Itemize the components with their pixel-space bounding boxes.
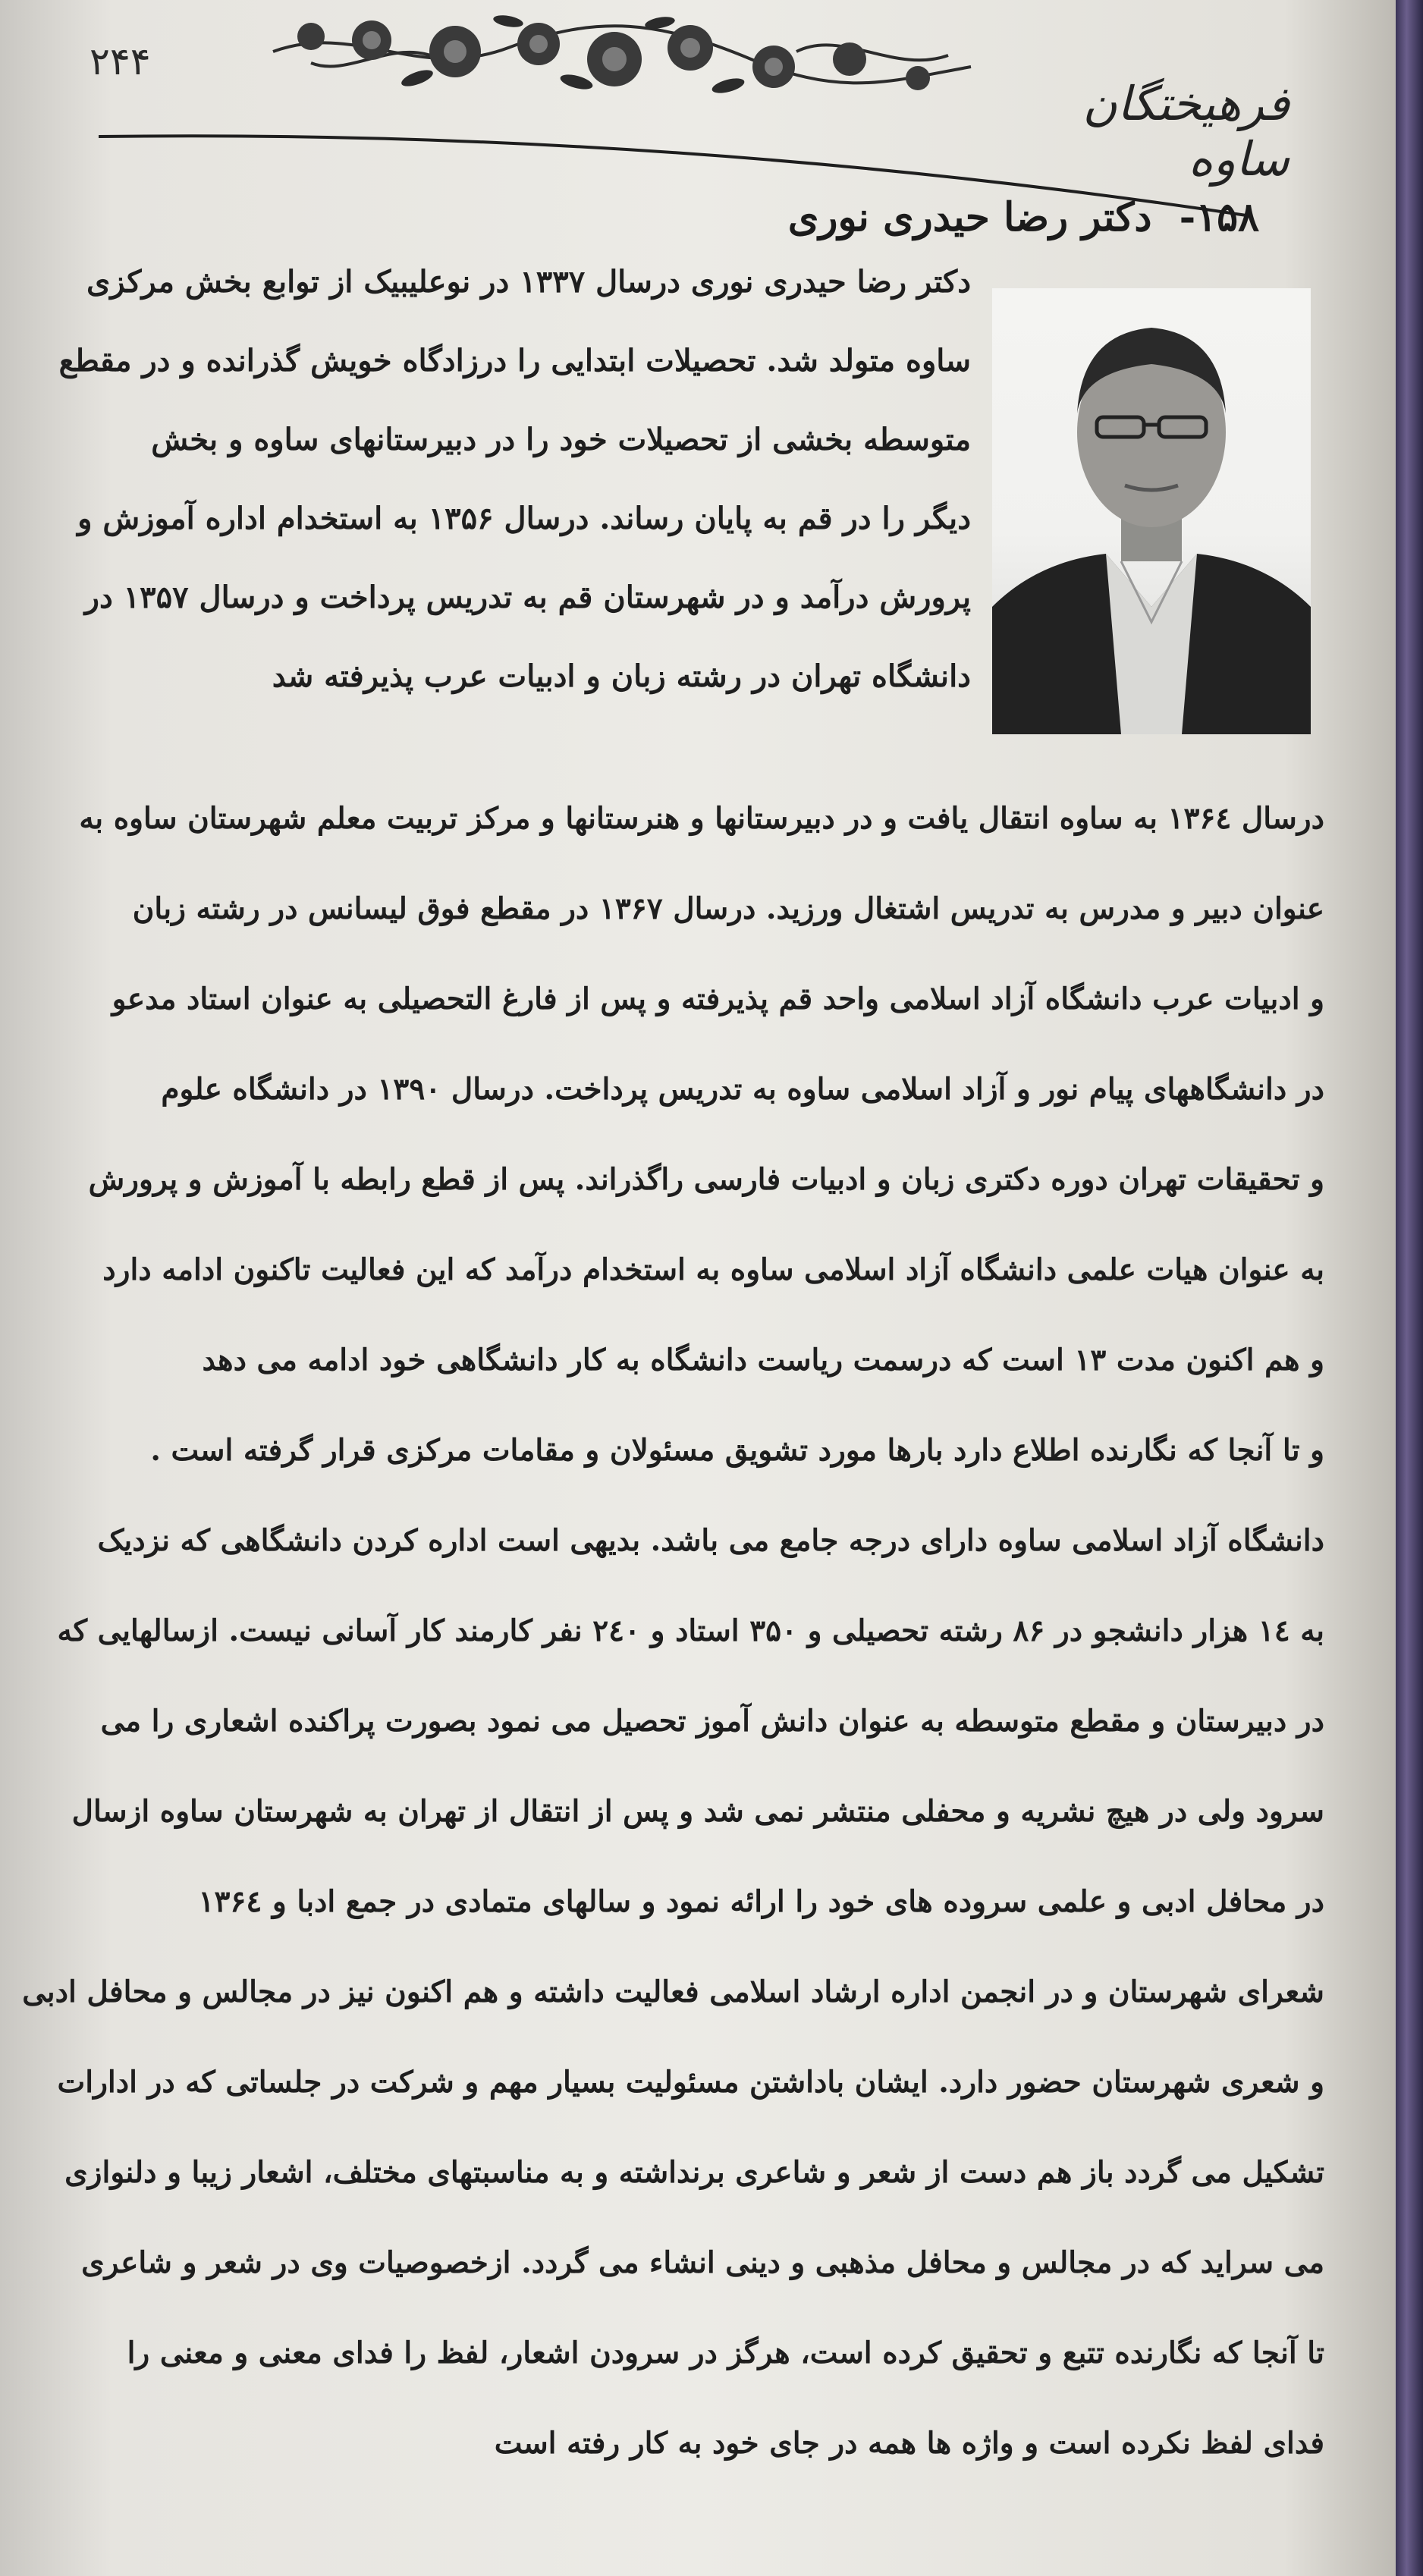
text-line: پرورش درآمد و در شهرستان قم به تدریس پرداخت و درسال ۱۳۵۷ در xyxy=(84,580,971,615)
text-line: درسال ۱۳۶٤ به ساوه انتقال یافت و در دبیرستانها و هنرستانها و مرکز تربیت معلم شهرستان ساوه به xyxy=(79,801,1324,836)
page-number: ۲۴۴ xyxy=(90,39,151,83)
text-line: به عنوان هیات علمی دانشگاه آزاد اسلامی ساوه به استخدام درآمد که این فعالیت تاکنون ادامه دارد xyxy=(102,1252,1324,1287)
text-line: دیگر را در قم به پایان رساند. درسال ۱۳۵۶ به استخدام اداره آموزش و xyxy=(77,501,971,536)
text-line: فدای لفظ نکرده است و واژه ها همه در جای خود به کار رفته است xyxy=(494,2426,1324,2461)
floral-ornament xyxy=(265,6,979,105)
entry-name: دکتر رضا حیدری نوری xyxy=(787,194,1152,240)
text-line: و تا آنجا که نگارنده اطلاع دارد بارها مورد تشویق مسئولان و مقامات مرکزی قرار گرفته است . xyxy=(150,1433,1324,1468)
entry-number: ۱۵۸- xyxy=(1179,194,1259,240)
text-line: تا آنجا که نگارنده تتبع و تحقیق کرده است، هرگز در سرودن اشعار، لفظ را فدای معنی و معنی را xyxy=(127,2336,1324,2370)
text-line: به ۱٤ هزار دانشجو در ۸۶ رشته تحصیلی و ۳۵۰ استاد و ۲٤۰ نفر کارمند کار آسانی نیست. ازسالهایی که xyxy=(57,1613,1324,1648)
main-paragraph xyxy=(22,774,1324,2489)
running-head: فرهیختگان ساوه xyxy=(1082,76,1289,187)
text-line: متوسطه بخشی از تحصیلات خود را در دبیرستانهای ساوه و بخش xyxy=(151,422,971,457)
text-line: دانشگاه آزاد اسلامی ساوه دارای درجه جامع می باشد. بدیهی است اداره کردن دانشگاهی که نزدیک xyxy=(97,1523,1324,1558)
text-line: سرود ولی در هیچ نشریه و محفلی منتشر نمی شد و پس از انتقال از تهران به شهرستان ساوه ازسال xyxy=(71,1794,1324,1829)
text-line: و شعری شهرستان حضور دارد. ایشان باداشتن مسئولیت بسیار مهم و شرکت در جلساتی که در ادارات xyxy=(57,2065,1324,2100)
text-line: در دانشگاههای پیام نور و آزاد اسلامی ساوه به تدریس پرداخت. درسال ۱۳۹۰ در دانشگاه علوم xyxy=(161,1072,1324,1107)
text-line: در محافل ادبی و علمی سروده های خود را ارائه نمود و سالهای متمادی در جمع ادبا و ۱۳۶٤ xyxy=(198,1884,1324,1919)
text-line: شعرای شهرستان و در انجمن اداره ارشاد اسلامی فعالیت داشته و هم اکنون نیز در مجالس و محافل ادبی xyxy=(22,1974,1324,2009)
intro-paragraph xyxy=(58,243,971,716)
text-line: در دبیرستان و مقطع متوسطه به عنوان دانش آموز تحصیل می نمود بصورت پراکنده اشعاری را می xyxy=(100,1704,1324,1739)
text-line: می سراید که در مجالس و محافل مذهبی و دینی انشاء می گردد. ازخصوصیات وی در شعر و شاعری xyxy=(81,2245,1324,2280)
entry-heading xyxy=(759,194,1259,240)
text-line: عنوان دبیر و مدرس به تدریس اشتغال ورزید. درسال ۱۳۶۷ در مقطع فوق لیسانس در رشته زبان xyxy=(132,891,1324,926)
text-line: تشکیل می گردد باز هم دست از شعر و شاعری برنداشته و به مناسبتهای مختلف، اشعار زیبا و دلنوازی xyxy=(64,2155,1324,2190)
text-line: ساوه متولد شد. تحصیلات ابتدایی را درزادگاه خویش گذرانده و در مقطع xyxy=(58,343,971,379)
text-line: دکتر رضا حیدری نوری درسال ۱۳۳۷ در نوعلیبیک از توابع بخش مرکزی xyxy=(86,264,971,300)
text-line: و تحقیقات تهران دوره دکتری زبان و ادبیات فارسی راگذراند. پس از قطع رابطه با آموزش و پرورش xyxy=(88,1162,1324,1197)
text-line: و هم اکنون مدت ۱۳ است که درسمت ریاست دانشگاه به کار دانشگاهی خود ادامه می دهد xyxy=(202,1343,1324,1378)
portrait-photo xyxy=(992,288,1311,734)
book-edge xyxy=(1396,0,1423,2576)
text-line: و ادبیات عرب دانشگاه آزاد اسلامی واحد قم پذیرفته و پس از فارغ التحصیلی به عنوان استاد مدعو xyxy=(112,982,1324,1016)
text-line: دانشگاه تهران در رشته زبان و ادبیات عرب پذیرفته شد xyxy=(272,658,971,694)
